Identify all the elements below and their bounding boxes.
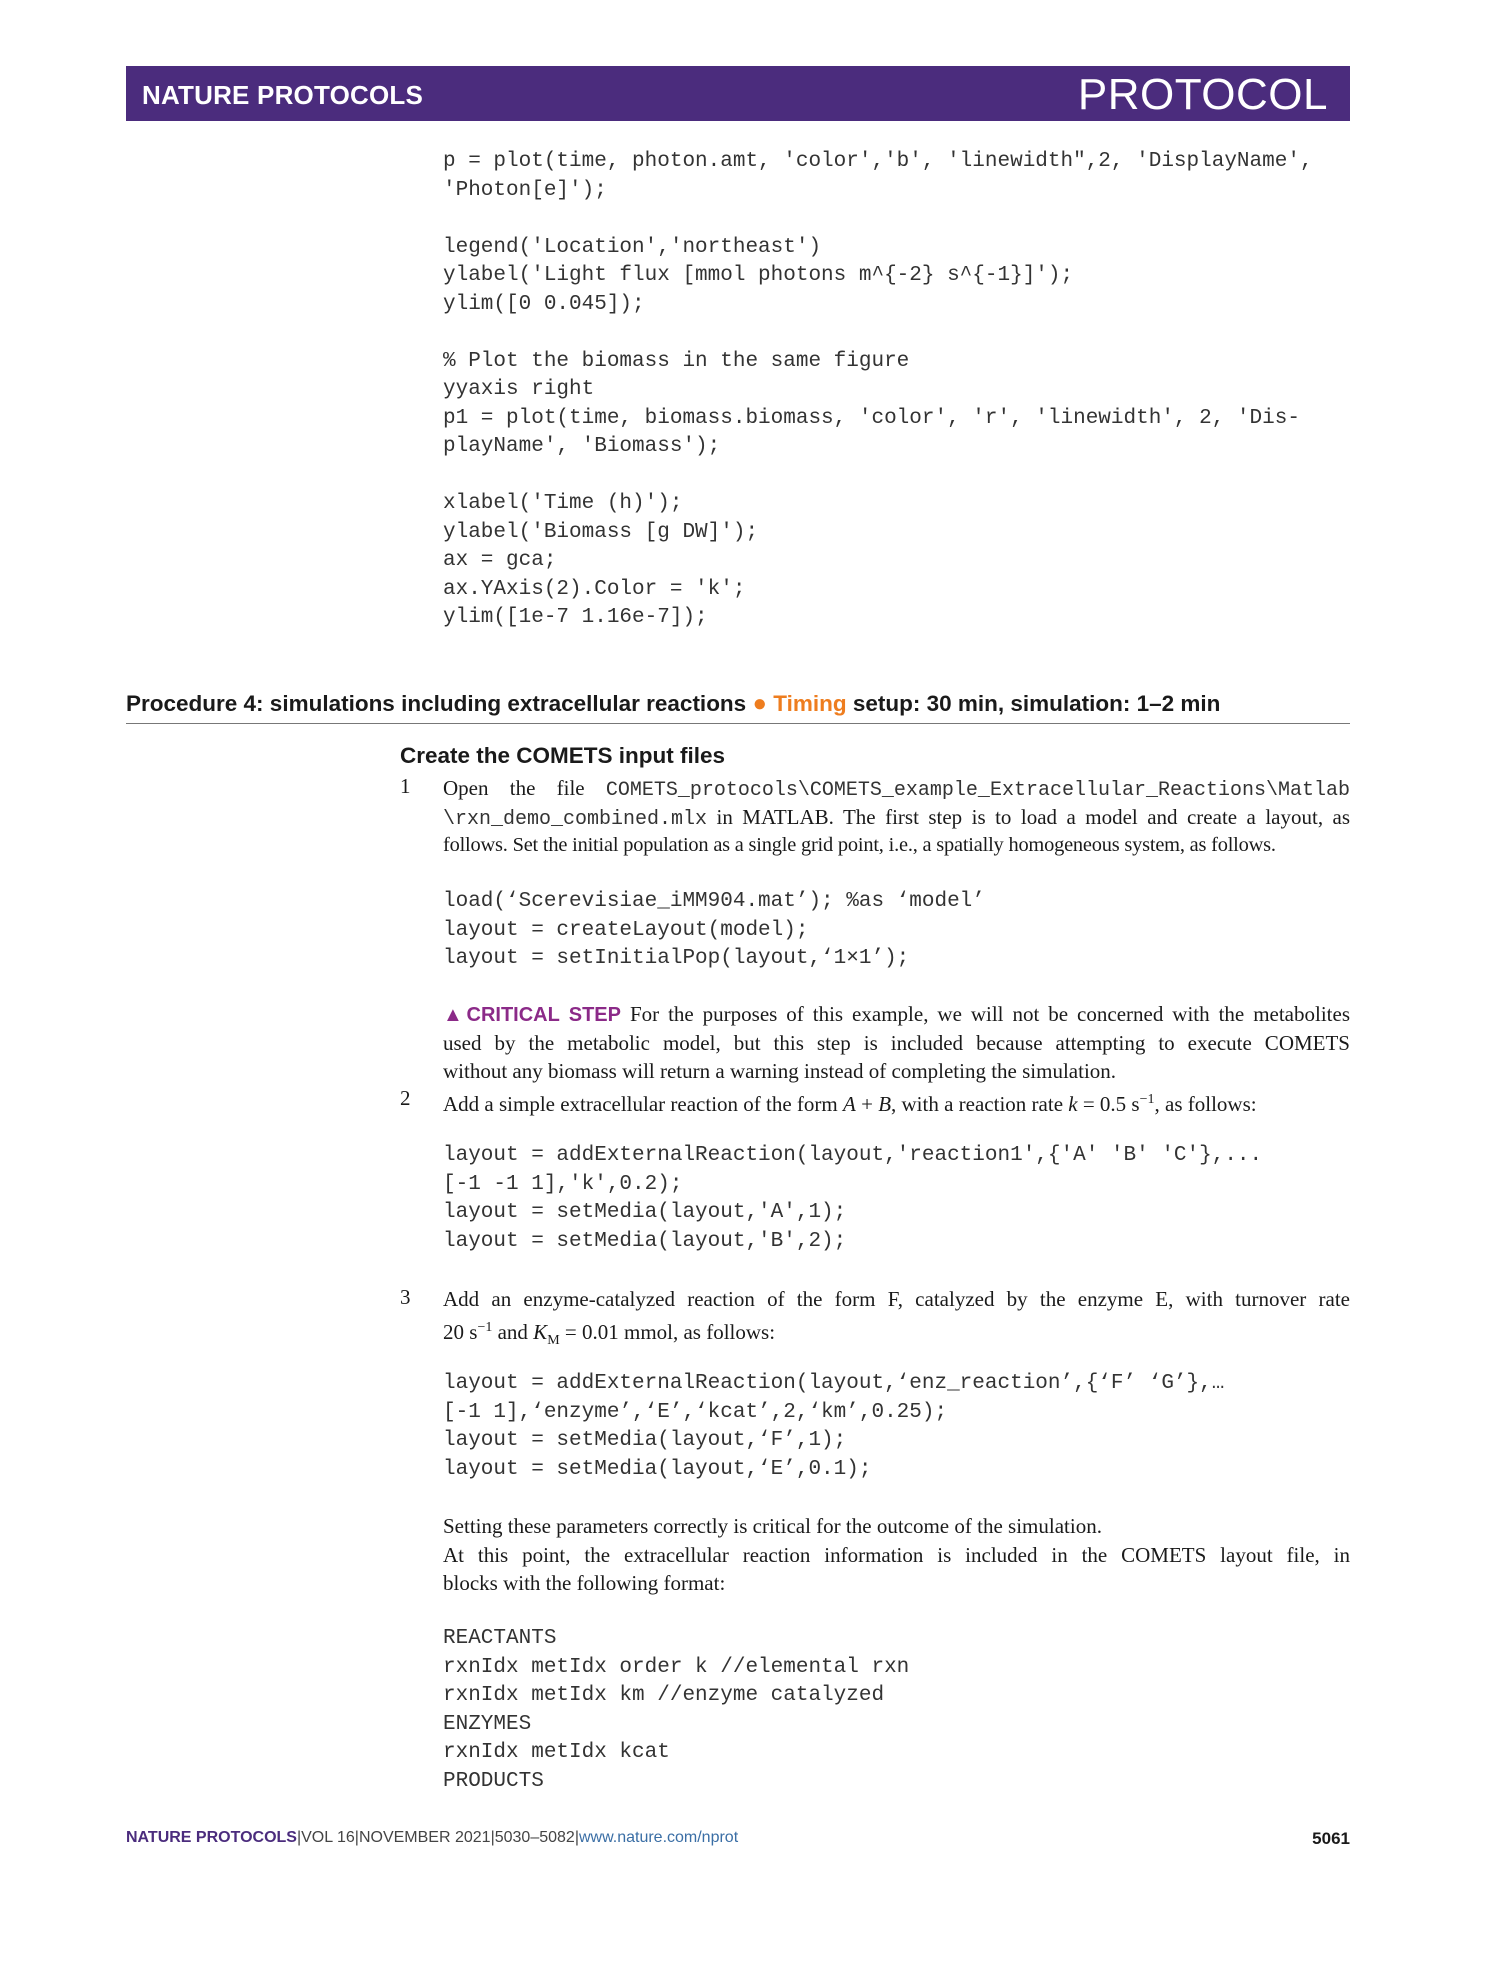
text: in MATLAB. The first step is to load a model and create a layout, as (716, 804, 1351, 829)
code-line: ylabel('Biomass [g DW]'); (443, 520, 759, 544)
step1-line: follows. Set the initial population as a single grid point, i.e., a spatially homogeneous system, as follows. (443, 834, 1276, 856)
subscript: M (547, 1332, 560, 1348)
code-line: layout = addExternalReaction(layout,'reaction1',{'A' 'B' 'C'},... (443, 1144, 1263, 1167)
code-line: ylim([1e-7 1.16e-7]); (443, 606, 708, 629)
footer-pages: 5030–5082 (494, 1829, 575, 1846)
critical-line: without any biomass will return a warning instead of completing the simulation. (443, 1059, 1117, 1083)
critical-step-label: ▲CRITICAL STEP (443, 1004, 621, 1026)
text: + (861, 1092, 873, 1116)
text-line: At this point, the extracellular reaction information is included in the COMETS layout file, in (443, 1542, 1350, 1567)
code-line: ax = gca; (443, 549, 557, 572)
text: Add a simple extracellular reaction of the form (443, 1092, 838, 1116)
layout-format-text (443, 1512, 1350, 1598)
footer-sep: | (490, 1829, 495, 1846)
header-bar (126, 66, 1350, 121)
code-line: layout = setInitialPop(layout,‘1×1’); (443, 947, 910, 970)
math-var: k (1068, 1092, 1078, 1116)
file-path: COMETS_protocols\COMETS_example_Extracellular_Reactions\Matlab (605, 779, 1350, 802)
timing-label: Timing (773, 691, 847, 716)
text: Open the file (443, 776, 585, 800)
math-var: A (843, 1092, 856, 1116)
code-line: REACTANTS (443, 1627, 557, 1650)
step1-text (443, 774, 1350, 860)
step-number: 2 (400, 1086, 411, 1110)
step1-line (443, 774, 1350, 803)
code-line: layout = setMedia(layout,‘F’,1); (443, 1429, 847, 1452)
critical-line (443, 1000, 1350, 1029)
code-line: layout = createLayout(model); (443, 918, 809, 942)
step2-line (443, 1086, 1350, 1115)
exponent: −1 (477, 1319, 493, 1335)
text: , as follows: (1154, 1092, 1257, 1116)
code-line: ylim([0 0.045]); (443, 292, 645, 316)
code-line: layout = setMedia(layout,'B',2); (443, 1229, 847, 1253)
step1-line (443, 803, 1350, 832)
text-line: blocks with the following format: (443, 1571, 726, 1595)
procedure-title: Procedure 4: simulations including extracellular reactions (126, 691, 747, 716)
text: 20 s (443, 1319, 478, 1344)
code-block-enzyme (443, 1370, 1224, 1484)
exponent: −1 (1139, 1092, 1155, 1107)
section-subheading: Create the COMETS input files (400, 743, 726, 768)
code-line: [-1 -1 1],'k',0.2); (443, 1172, 683, 1196)
code-line: rxnIdx metIdx kcat (443, 1741, 670, 1764)
code-line: layout = setMedia(layout,'A',1); (443, 1201, 847, 1224)
footer-date: NOVEMBER 2021 (358, 1829, 491, 1846)
journal-name: NATURE PROTOCOLS (142, 80, 424, 110)
file-path: \rxn_demo_combined.mlx (443, 807, 708, 831)
page-footer (126, 1829, 1350, 1847)
math-var: K (533, 1319, 548, 1344)
code-block-format (443, 1625, 909, 1796)
text: = 0.01 mmol, as follows: (564, 1319, 776, 1344)
footer-sep: | (296, 1829, 302, 1846)
text-line: Setting these parameters correctly is critical for the outcome of the simulation. (443, 1514, 1102, 1538)
math-var: B (878, 1092, 892, 1116)
code-line: [-1 1],‘enzyme’,‘E’,‘kcat’,2,‘km’,0.25); (443, 1400, 948, 1424)
footer-url-link[interactable]: www.nature.com/nprot (578, 1829, 739, 1846)
step3-line: Add an enzyme-catalyzed reaction of the form F, catalyzed by the enzyme E, with turnover rate (443, 1287, 1350, 1311)
code-line: % Plot the biomass in the same figure (443, 349, 910, 373)
code-line: rxnIdx metIdx km //enzyme catalyzed (443, 1684, 885, 1707)
code-line: playName', 'Biomass'); (443, 435, 721, 458)
step-number: 3 (400, 1285, 411, 1309)
code-line: layout = setMedia(layout,‘E’,0.1); (443, 1457, 872, 1481)
step2-text (443, 1086, 1350, 1115)
code-line (443, 319, 1313, 348)
critical-line: used by the metabolic model, but this step is included because attempting to execute COMETS (443, 1030, 1350, 1055)
code-line: rxnIdx metIdx order k //elemental rxn (443, 1655, 910, 1679)
code-line: p1 = plot(time, biomass.biomass, 'color', 'r', 'linewidth', 2, 'Dis- (443, 406, 1300, 430)
article-type: PROTOCOL (1077, 70, 1328, 119)
code-line: legend('Location','northeast') (443, 235, 822, 259)
code-line: xlabel('Time (h)'); (443, 492, 683, 515)
text: For the purposes of this example, we will not be concerned with the metabolites (629, 1002, 1351, 1026)
text: , with a reaction rate (891, 1092, 1064, 1116)
text: = 0.5 s (1082, 1092, 1140, 1116)
code-line: load(‘Scerevisiae_iMM904.mat’); %as ‘model’ (443, 890, 985, 913)
code-block-plot (443, 148, 1313, 633)
code-line: layout = addExternalReaction(layout,‘enz_reaction’,{‘F’ ‘G’},… (443, 1372, 1225, 1395)
code-line: ylabel('Light flux [mmol photons m^{-2} s^{-1}]'); (443, 264, 1074, 287)
footer-journal: NATURE PROTOCOLS (126, 1829, 297, 1846)
code-line: PRODUCTS (443, 1769, 544, 1793)
step3-text (443, 1285, 1350, 1348)
code-block-reaction1 (443, 1142, 1262, 1256)
timing-text: setup: 30 min, simulation: 1–2 min (852, 691, 1221, 716)
code-line: ax.YAxis(2).Color = 'k'; (443, 577, 746, 601)
code-line: yyaxis right (443, 378, 595, 401)
code-line: ENZYMES (443, 1712, 532, 1736)
footer-sep: | (574, 1829, 579, 1846)
code-line (443, 462, 1313, 491)
critical-step-note (443, 1000, 1350, 1086)
code-line: p = plot(time, photon.amt, 'color','b', 'linewidth",2, 'DisplayName', (443, 150, 1313, 173)
code-line (443, 205, 1313, 234)
timing-dot-icon: ● (752, 690, 767, 717)
text: and (497, 1319, 528, 1344)
footer-sep: | (354, 1829, 359, 1846)
footer-volume: VOL 16 (301, 1829, 355, 1846)
code-block-load (443, 888, 985, 974)
step3-line (443, 1314, 1350, 1348)
step-number: 1 (400, 774, 411, 798)
procedure-heading (126, 690, 1350, 724)
page-number: 5061 (1312, 1829, 1350, 1848)
code-line: 'Photon[e]'); (443, 178, 607, 202)
